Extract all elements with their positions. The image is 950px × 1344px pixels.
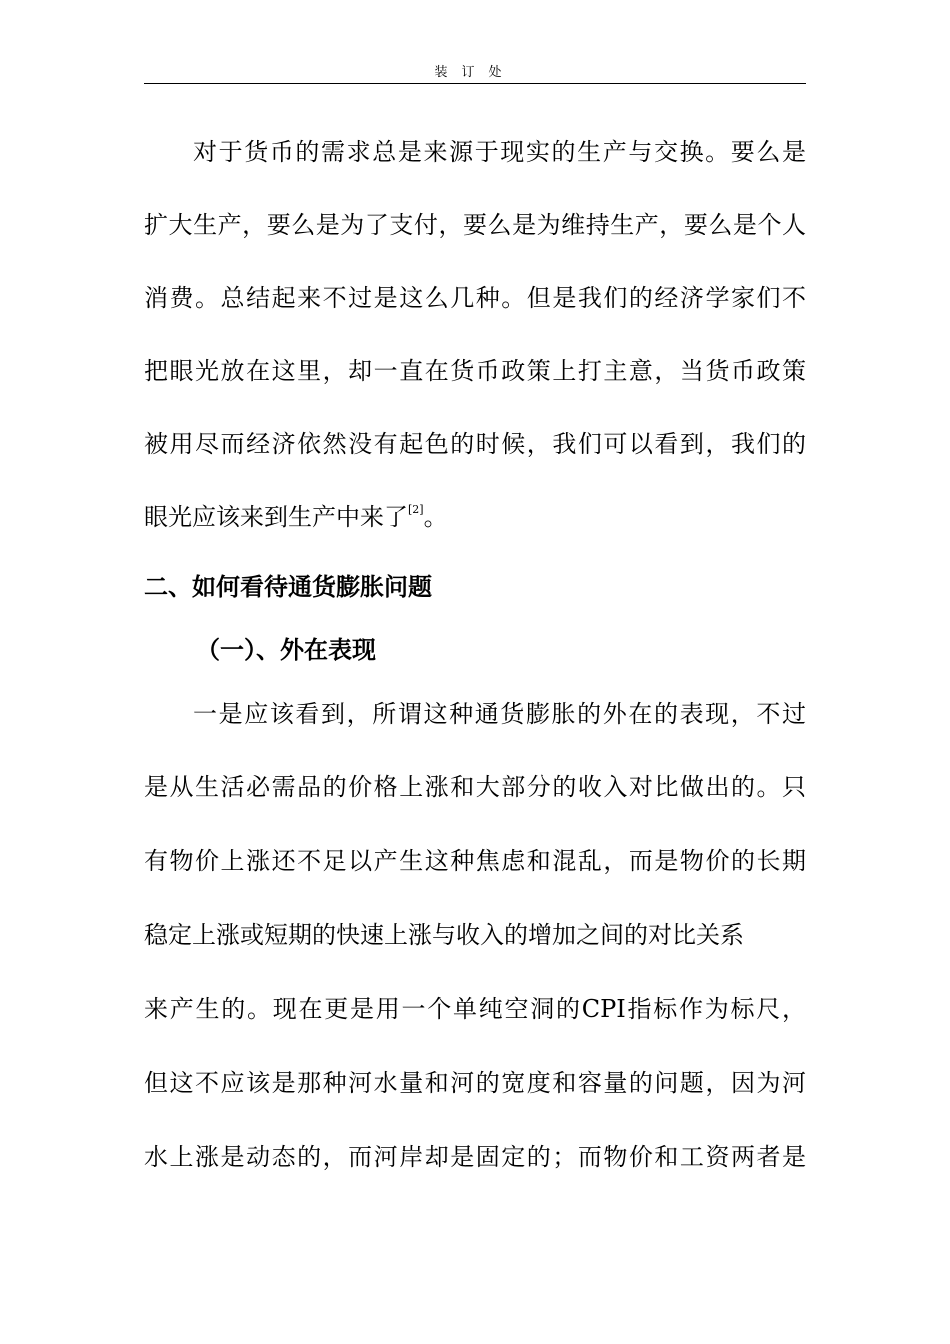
paragraph-text: 眼光应该来到生产中来了 bbox=[144, 503, 408, 531]
section-heading: 二、如何看待通货膨胀问题 bbox=[144, 572, 432, 601]
paragraph-line: 来产生的。现在更是用一个单纯空洞的CPI指标作为标尺， bbox=[144, 995, 806, 1023]
paragraph-line: 但这不应该是那种河水量和河的宽度和容量的问题，因为河 bbox=[144, 1069, 806, 1097]
paragraph-line: 水上涨是动态的，而河岸却是固定的；而物价和工资两者是 bbox=[144, 1143, 806, 1171]
subsection-heading: （一）、外在表现 bbox=[196, 635, 376, 664]
paragraph-end-punctuation: 。 bbox=[423, 503, 448, 531]
header-rule bbox=[144, 83, 806, 84]
paragraph-line: 扩大生产，要么是为了支付，要么是为维持生产，要么是个人 bbox=[144, 211, 806, 239]
paragraph-line: 消费。总结起来不过是这么几种。但是我们的经济学家们不 bbox=[144, 284, 806, 312]
binding-header-label: 装订处 bbox=[434, 65, 516, 80]
paragraph-line: 被用尽而经济依然没有起色的时候，我们可以看到，我们的 bbox=[144, 430, 806, 458]
paragraph-line: 是从生活必需品的价格上涨和大部分的收入对比做出的。只 bbox=[144, 773, 806, 801]
paragraph-line: 一是应该看到，所谓这种通货膨胀的外在的表现，不过 bbox=[193, 700, 806, 728]
paragraph-line: 稳定上涨或短期的快速上涨与收入的增加之间的对比关系 bbox=[144, 921, 744, 949]
paragraph-line: 有物价上涨还不足以产生这种焦虑和混乱，而是物价的长期 bbox=[144, 847, 806, 875]
citation-reference[interactable]: [2] bbox=[408, 503, 424, 516]
paragraph-line: 把眼光放在这里，却一直在货币政策上打主意，当货币政策 bbox=[144, 357, 806, 385]
paragraph-line: 对于货币的需求总是来源于现实的生产与交换。要么是 bbox=[193, 138, 806, 166]
paragraph-last-line bbox=[144, 501, 806, 533]
